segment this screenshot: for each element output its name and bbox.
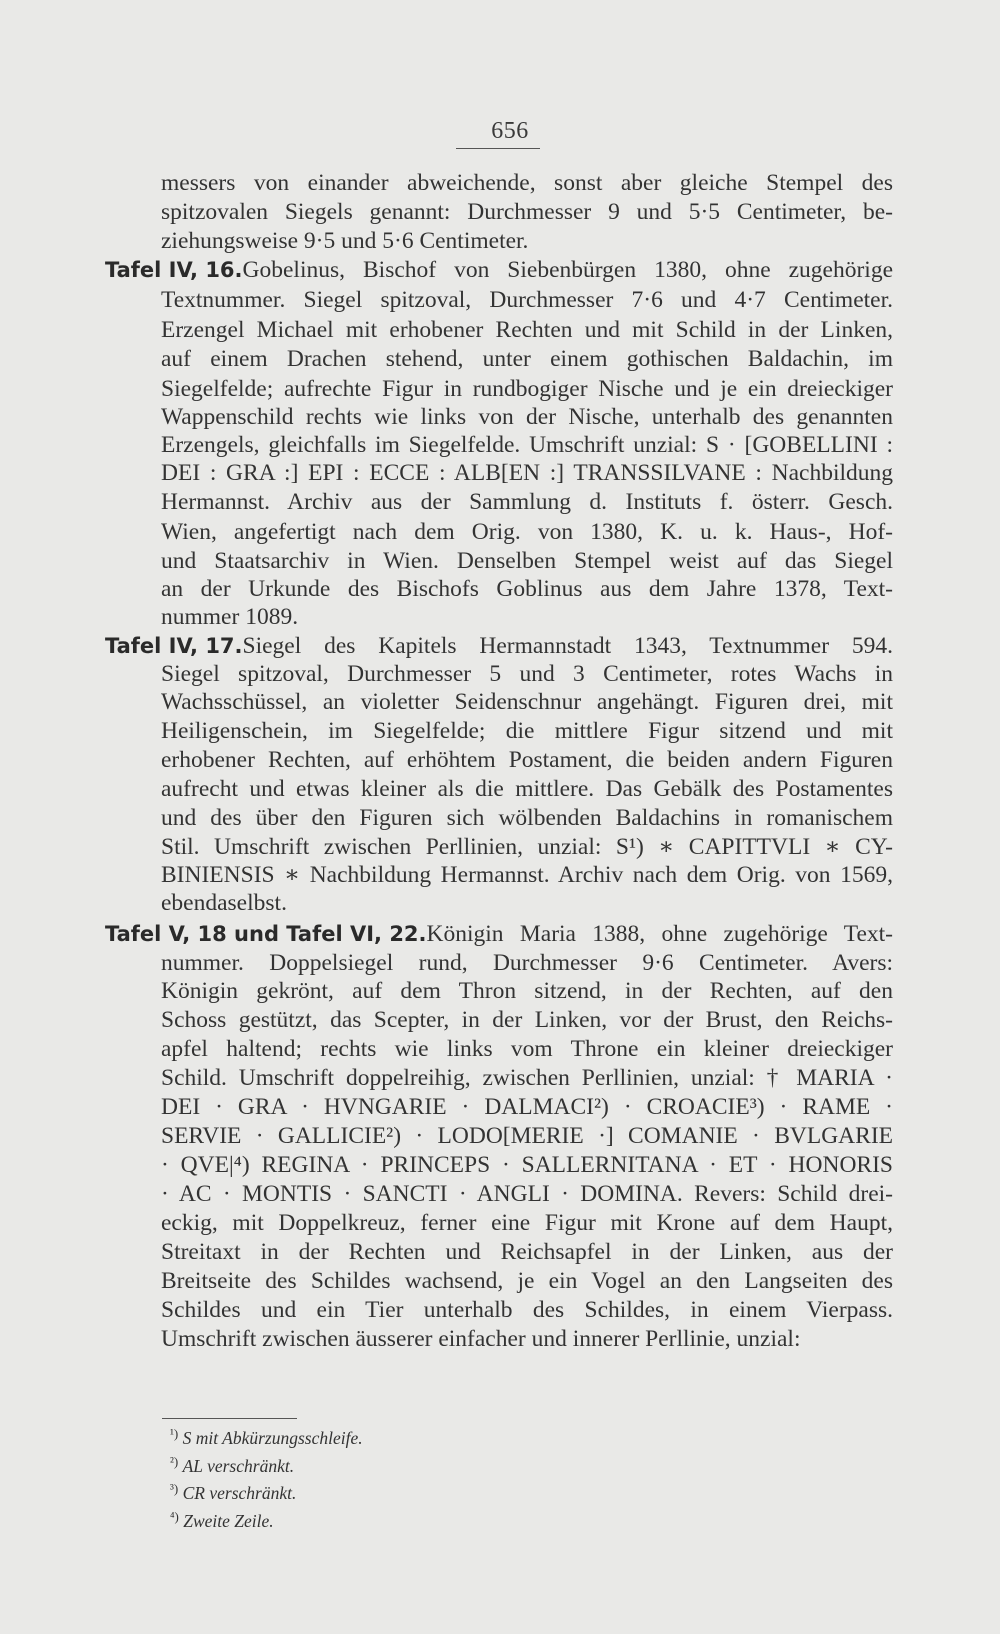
line-text: Siegel spitzoval, Durchmesser 5 und 3 Centimeter, rotes Wachs in xyxy=(161,661,893,687)
body-line xyxy=(161,168,893,198)
body-line xyxy=(161,402,893,432)
line-text: DEI : GRA :] EPI : ECCE : ALB[EN :] TRANSSILVANE : Nachbildung xyxy=(161,460,893,486)
line-text: und des über den Figuren sich wölbenden Baldachins in romanischem xyxy=(161,805,893,831)
line-text: Siegel des Kapitels Hermannstadt 1343, Textnummer 594. xyxy=(242,633,893,659)
body-line xyxy=(161,1295,893,1325)
line-text: spitzovalen Siegels genannt: Durchmesser 9 und 5·5 Centimeter, be- xyxy=(161,199,893,225)
body-line xyxy=(161,344,893,374)
footnote xyxy=(170,1422,363,1450)
line-text: SERVIE · GALLICIE²) · LODO[MERIE ·] COMANIE · BVLGARIE xyxy=(161,1123,893,1149)
body-line xyxy=(161,1005,893,1035)
line-text: auf einem Drachen stehend, unter einem gothischen Baldachin, im xyxy=(161,346,893,372)
body-line xyxy=(161,226,528,256)
footnote-mark: ¹) xyxy=(170,1426,179,1441)
entry-heading: Tafel IV, 16. xyxy=(105,258,243,282)
line-text: aufrecht und etwas kleiner als die mittlere. Das Gebälk des Postamentes xyxy=(161,776,893,802)
footnote xyxy=(170,1477,296,1505)
line-text: Schild. Umschrift doppelreihig, zwischen Perllinien, unzial: † MARIA · xyxy=(161,1065,893,1091)
line-text: apfel haltend; rechts wie links vom Throne ein kleiner dreieckiger xyxy=(161,1036,893,1062)
line-text: messers von einander abweichende, sonst aber gleiche Stempel des xyxy=(161,170,893,196)
footnote-rule xyxy=(162,1418,297,1419)
line-text: Schoss gestützt, das Scepter, in der Linken, vor der Brust, den Reichs- xyxy=(161,1007,893,1033)
body-line xyxy=(161,315,893,345)
line-text: Stil. Umschrift zwischen Perllinien, unzial: S¹) ∗ CAPITTVLI ∗ CY- xyxy=(161,834,893,860)
line-text: · AC · MONTIS · SANCTI · ANGLI · DOMINA. Revers: Schild drei- xyxy=(161,1181,893,1207)
footnote-text: Zweite Zeile. xyxy=(183,1511,274,1531)
line-text: nummer. Doppelsiegel rund, Durchmesser 9·6 Centimeter. Avers: xyxy=(161,950,893,976)
entry-heading-line xyxy=(105,631,893,661)
line-text: Schildes und ein Tier unterhalb des Schildes, in einem Vierpass. xyxy=(161,1297,893,1323)
body-line xyxy=(161,285,893,315)
body-line xyxy=(161,716,893,746)
body-line xyxy=(161,687,893,717)
body-line xyxy=(161,1150,893,1180)
footnote-mark: ²) xyxy=(170,1454,179,1469)
body-line xyxy=(161,1324,800,1354)
body-line xyxy=(161,888,287,918)
body-line xyxy=(161,1034,893,1064)
line-text: Breitseite des Schildes wachsend, je ein Vogel an den Langseiten des xyxy=(161,1268,893,1294)
footnote-text: AL verschränkt. xyxy=(182,1456,295,1476)
page-number-rule xyxy=(456,148,540,149)
line-text: nummer 1089. xyxy=(161,604,299,630)
line-text: Wachsschüssel, an violetter Seidenschnur angehängt. Figuren drei, mit xyxy=(161,689,893,715)
body-line xyxy=(161,803,893,833)
body-line xyxy=(161,1063,893,1093)
body-line xyxy=(161,832,893,862)
body-line xyxy=(161,574,893,604)
footnote xyxy=(170,1450,294,1478)
body-line xyxy=(161,1266,893,1296)
line-text: Streitaxt in der Rechten und Reichsapfel in der Linken, aus der xyxy=(161,1239,893,1265)
footnote-mark: ³) xyxy=(170,1481,179,1496)
body-line xyxy=(161,458,893,488)
body-line xyxy=(161,659,893,689)
body-line xyxy=(161,1121,893,1151)
line-text: eckig, mit Doppelkreuz, ferner eine Figur mit Krone auf dem Haupt, xyxy=(161,1210,893,1236)
body-line xyxy=(161,860,893,890)
entry-heading: Tafel IV, 17. xyxy=(105,634,243,658)
body-line xyxy=(161,517,893,547)
body-line xyxy=(161,374,893,404)
line-text: Erzengel Michael mit erhobener Rechten und mit Schild in der Linken, xyxy=(161,317,893,343)
body-line xyxy=(161,745,893,775)
body-line xyxy=(161,976,893,1006)
body-line xyxy=(161,197,893,227)
footnote-text: S mit Abkürzungsschleife. xyxy=(182,1428,363,1448)
line-text: Königin Maria 1388, ohne zugehörige Text- xyxy=(426,921,893,947)
line-text: Erzengels, gleichfalls im Siegelfelde. Umschrift unzial: S · [GOBELLINI : xyxy=(161,432,893,458)
entry-heading-line xyxy=(105,919,893,949)
body-line xyxy=(161,948,893,978)
body-line xyxy=(161,602,298,632)
footnote xyxy=(170,1505,274,1533)
body-line xyxy=(161,430,893,460)
page-number: 656 xyxy=(491,118,529,144)
line-text: Wappenschild rechts wie links von der Nische, unterhalb des genannten xyxy=(161,404,893,430)
body-line xyxy=(161,1208,893,1238)
line-text: · QVE|⁴) REGINA · PRINCEPS · SALLERNITANA · ET · HONORIS xyxy=(161,1152,893,1178)
footnote-text: CR verschränkt. xyxy=(182,1483,297,1503)
body-line xyxy=(161,1237,893,1267)
line-text: Wien, angefertigt nach dem Orig. von 1380, K. u. k. Haus-, Hof- xyxy=(161,519,893,545)
line-text: Königin gekrönt, auf dem Thron sitzend, in der Rechten, auf den xyxy=(161,978,893,1004)
line-text: Hermannst. Archiv aus der Sammlung d. Instituts f. österr. Gesch. xyxy=(161,489,893,515)
line-text: Heiligenschein, im Siegelfelde; die mittlere Figur sitzend und mit xyxy=(161,718,893,744)
line-text: Siegelfelde; aufrechte Figur in rundbogiger Nische und je ein dreieckiger xyxy=(161,376,893,402)
entry-heading-line xyxy=(105,255,893,285)
line-text: BINIENSIS ∗ Nachbildung Hermannst. Archiv nach dem Orig. von 1569, xyxy=(161,862,893,888)
line-text: an der Urkunde des Bischofs Goblinus aus dem Jahre 1378, Text- xyxy=(161,576,893,602)
line-text: ebendaselbst. xyxy=(161,890,287,916)
line-text: erhobener Rechten, auf erhöhtem Postament, die beiden andern Figuren xyxy=(161,747,893,773)
body-line xyxy=(161,546,893,576)
line-text: Umschrift zwischen äusserer einfacher und innerer Perllinie, unzial: xyxy=(161,1326,801,1352)
entry-heading: Tafel V, 18 und Tafel VI, 22. xyxy=(105,922,427,946)
body-line xyxy=(161,1092,893,1122)
line-text: Gobelinus, Bischof von Siebenbürgen 1380, ohne zugehörige xyxy=(242,257,893,283)
line-text: DEI · GRA · HVNGARIE · DALMACI²) · CROACIE³) · RAME · xyxy=(161,1094,893,1120)
line-text: und Staatsarchiv in Wien. Denselben Stempel weist auf das Siegel xyxy=(161,548,893,574)
body-line xyxy=(161,487,893,517)
line-text: ziehungsweise 9·5 und 5·6 Centimeter. xyxy=(161,228,529,254)
footnote-mark: ⁴) xyxy=(170,1509,179,1524)
body-line xyxy=(161,1179,893,1209)
line-text: Textnummer. Siegel spitzoval, Durchmesser 7·6 und 4·7 Centimeter. xyxy=(161,287,893,313)
body-line xyxy=(161,774,893,804)
